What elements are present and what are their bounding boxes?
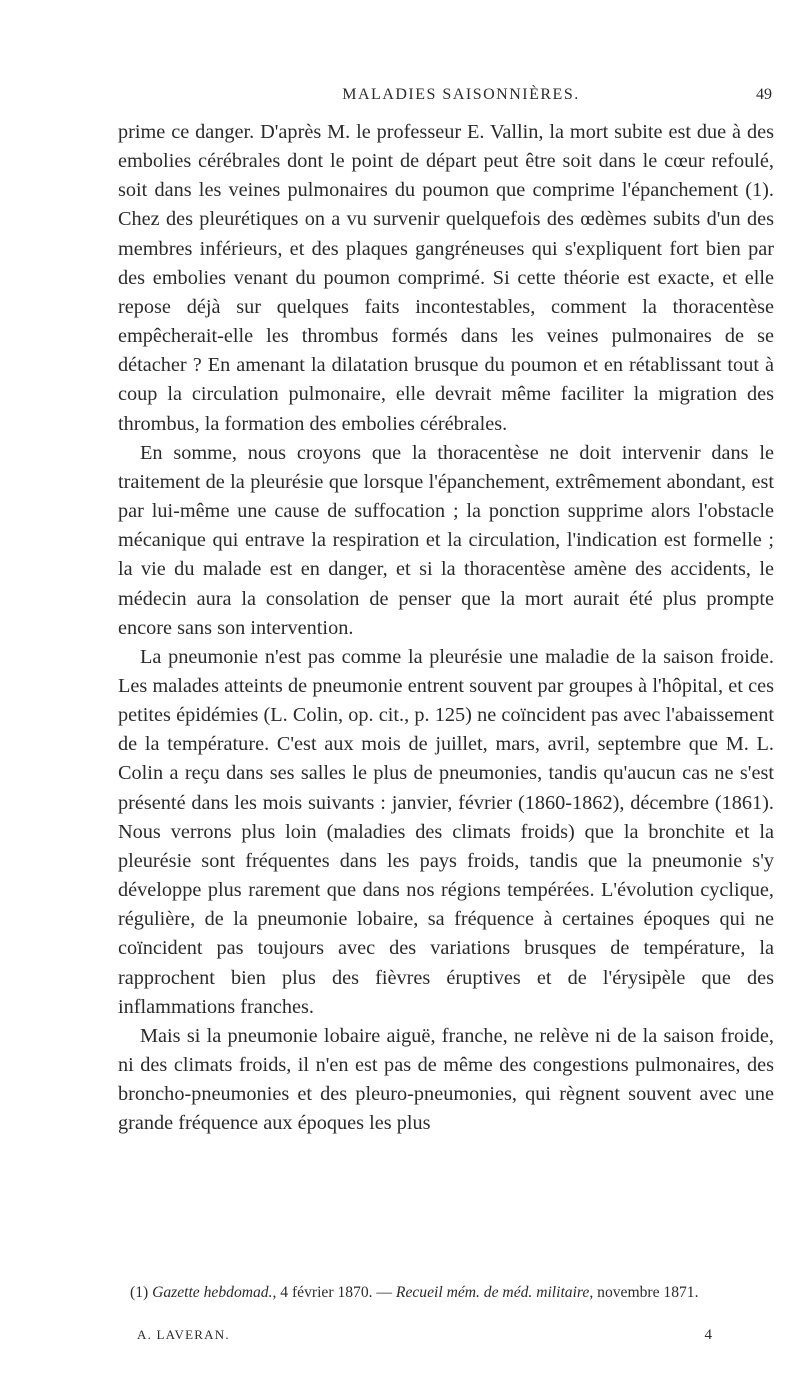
page-number: 49 bbox=[756, 86, 772, 103]
footnote-date: , novembre 1871. bbox=[589, 1284, 699, 1301]
running-title: MALADIES SAISONNIÈRES. bbox=[342, 86, 580, 103]
body-text bbox=[118, 118, 774, 1138]
footnote-journal: Gazette hebdomad. bbox=[152, 1284, 273, 1301]
footnotes bbox=[118, 1281, 774, 1304]
paragraph: Mais si la pneumonie lobaire aiguë, franche, ne relève ni de la saison froide, ni des climats froids, il n'en est pas de même des congestions pulmonaires, des broncho-pneumonies et des pleuro-pneumonies, qui règnent souvent avec une grande fréquence aux époques les plus bbox=[118, 1024, 774, 1135]
footnote-journal: Recueil mém. de méd. militaire bbox=[395, 1284, 590, 1301]
signature-author: A. LAVERAN. bbox=[137, 1327, 230, 1342]
paragraph: En somme, nous croyons que la thoracentèse ne doit intervenir dans le traitement de la pleurésie que lorsque l'épanchement, extrêmement abondant, est par lui-même une cause de suffocation ; la ponction supprime alors l'obstacle mécanique qui entrave la respiration et la circulation, l'indication est formelle ; la vie du malade est en danger, et si la thoracentèse amène des accidents, le médecin aura la consolation de penser que la mort aurait été plus prompte encore sans son intervention. bbox=[118, 441, 774, 639]
signature-sheet-number: 4 bbox=[704, 1327, 712, 1343]
footnote-date: , 4 février 1870. — bbox=[272, 1284, 396, 1301]
footnote bbox=[118, 1281, 774, 1304]
printer-signature bbox=[137, 1327, 774, 1349]
running-header bbox=[120, 86, 772, 110]
footnote-marker: (1) bbox=[130, 1284, 149, 1301]
paragraph: La pneumonie n'est pas comme la pleurésie une maladie de la saison froide. Les malades atteints de pneumonie entrent souvent par groupes à l'hôpital, et ces petites épidémies (L. Colin, op. cit., p. 125) ne coïncident pas avec l'abaissement de la température. C'est aux mois de juillet, mars, avril, septembre que M. L. Colin a reçu dans ses salles le plus de pneumonies, tandis qu'aucun cas ne s'est présenté dans les mois suivants : janvier, février (1860-1862), décembre (1861). Nous verrons plus loin (maladies des climats froids) que la bronchite et la pleurésie sont fréquentes dans les pays froids, tandis que la pneumonie s'y développe plus rarement que dans nos régions tempérées. L'évolution cyclique, régulière, de la pneumonie lobaire, sa fréquence à certaines époques qui ne coïncident pas toujours avec des variations brusques de température, la rapprochent bien plus des fièvres éruptives et de l'érysipèle que des inflammations franches. bbox=[118, 645, 774, 1018]
paragraph: prime ce danger. D'après M. le professeur E. Vallin, la mort subite est due à des embolies cérébrales dont le point de départ peut être soit dans le cœur refoulé, soit dans les veines pulmonaires du poumon que comprime l'épanchement (1). Chez des pleurétiques on a vu survenir quelquefois des œdèmes subits d'un des membres inférieurs, et des plaques gangréneuses qui s'expliquent fort bien par des embolies venant du poumon comprimé. Si cette théorie est exacte, et elle repose déjà sur quelques faits incontestables, comment la thoracentèse empêcherait-elle les thrombus formés dans les veines pulmonaires de se détacher ? En amenant la dilatation brusque du poumon et en rétablissant tout à coup la circulation pulmonaire, elle devrait même faciliter la migration des thrombus, la formation des embolies cérébrales. bbox=[118, 121, 774, 435]
